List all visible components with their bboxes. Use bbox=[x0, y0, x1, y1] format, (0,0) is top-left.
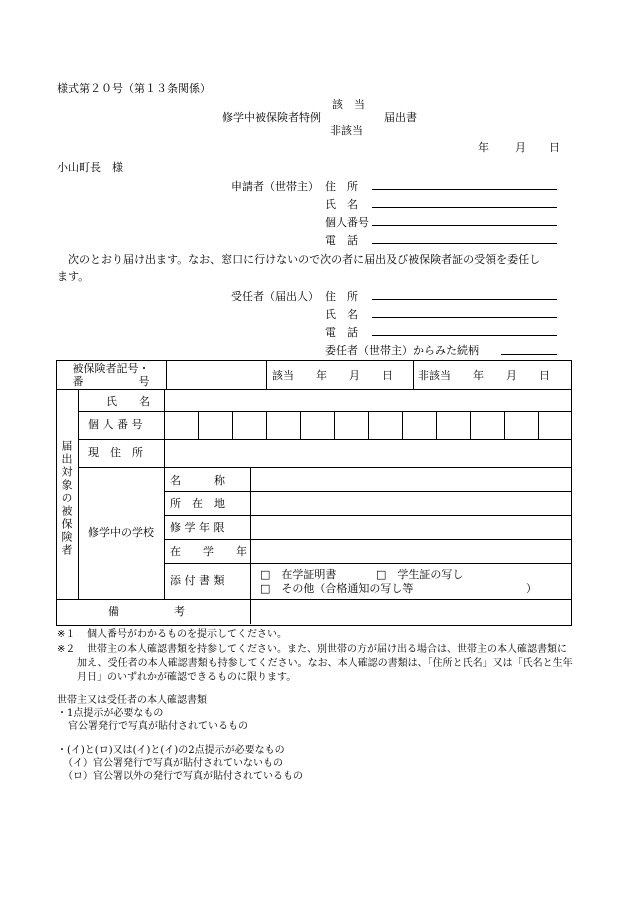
school-label: 修学中の学校 bbox=[88, 526, 154, 539]
note2-mark: ※２ bbox=[57, 644, 76, 655]
attachment-other-close: ） bbox=[526, 582, 537, 595]
id-docs-title: 世帯主又は受任者の本人確認書類 bbox=[57, 695, 207, 706]
insured-number-label-1: 被保険者記号・ bbox=[72, 362, 150, 375]
name-label: 氏 名 bbox=[106, 395, 150, 408]
delegate-relation-label: 委任者（世帯主）からみた続柄 bbox=[325, 344, 479, 357]
date-month: 月 bbox=[515, 141, 526, 154]
form-title: 修学中被保険者特例 bbox=[222, 111, 321, 124]
school-location-label: 所 在 地 bbox=[170, 497, 225, 510]
remarks-label: 備 考 bbox=[108, 605, 185, 618]
school-name-label: 名 称 bbox=[170, 474, 225, 487]
study-years-label: 修 学 年 限 bbox=[170, 521, 225, 534]
current-address-label: 現 住 所 bbox=[88, 446, 143, 459]
applicable-date: 該当 年 月 日 bbox=[272, 369, 393, 382]
id-docs-item2: ・(イ)と(ロ)又は(イ)と(イ)の2点提示が必要なもの bbox=[57, 745, 285, 756]
applicant-personal-number-field[interactable] bbox=[372, 225, 557, 226]
form-title-suffix: 届出書 bbox=[384, 111, 417, 124]
addressee: 小山町長 様 bbox=[57, 161, 123, 174]
applicant-address-label: 住 所 bbox=[325, 180, 358, 193]
delegation-text-line2: ます。 bbox=[57, 270, 90, 283]
applicant-name-label: 氏 名 bbox=[325, 198, 358, 211]
title-option-not-applicable: 非該当 bbox=[330, 124, 363, 137]
delegation-text-line1: 次のとおり届け出ます。なお、窓口に行けないので次の者に届出及び被保険者証の受領を委任し bbox=[57, 253, 541, 266]
delegate-name-label: 氏 名 bbox=[325, 308, 358, 321]
attachment-other-checkbox[interactable]: □ その他（合格通知の写し等 bbox=[260, 582, 414, 595]
applicant-label: 申請者（世帯主） bbox=[231, 180, 319, 193]
title-option-applicable: 該 当 bbox=[332, 98, 365, 111]
note1-mark: ※１ bbox=[57, 629, 76, 640]
id-docs-item2-a: （イ）官公署発行で写真が貼付されていないもの bbox=[63, 758, 283, 769]
id-docs-item1: ・1点提示が必要なもの bbox=[57, 708, 164, 719]
personal-number-label: 個 人 番 号 bbox=[88, 418, 143, 431]
id-docs-item2-b: （ロ）官公署以外の発行で写真が貼付されているもの bbox=[63, 771, 303, 782]
note1: 個人番号がわかるものを提示してください。 bbox=[87, 629, 287, 640]
applicant-address-field[interactable] bbox=[372, 189, 557, 190]
applicant-phone-field[interactable] bbox=[372, 243, 557, 244]
delegate-name-field[interactable] bbox=[372, 317, 557, 318]
attachment-student-id-checkbox[interactable]: □ 学生証の写し bbox=[376, 568, 464, 581]
attachments-label: 添 付 書 類 bbox=[170, 574, 225, 587]
date-day: 日 bbox=[549, 141, 560, 154]
attachment-certificate-checkbox[interactable]: □ 在学証明書 bbox=[260, 568, 337, 581]
delegate-phone-field[interactable] bbox=[372, 335, 557, 336]
applicant-name-field[interactable] bbox=[372, 207, 557, 208]
form-number: 様式第２０号（第１３条関係） bbox=[57, 82, 211, 95]
date-year: 年 bbox=[478, 141, 489, 154]
note2-line2: 加え、受任者の本人確認書類も持参してください。なお、本人確認の書類は、「住所と氏名」又は「氏名と生年 bbox=[77, 658, 573, 669]
id-docs-item1-detail: 官公署発行で写真が貼付されているもの bbox=[68, 721, 248, 732]
not-applicable-date: 非該当 年 月 日 bbox=[418, 369, 550, 382]
enrollment-years-label: 在 学 年 bbox=[170, 545, 247, 558]
note2-line1: 世帯主の本人確認書類を持参してください。また、別世帯の方が届け出る場合は、世帯主の本人確認書類に bbox=[87, 644, 567, 655]
note2-line3: 月日」のいずれかが確認できるものに限ります。 bbox=[77, 672, 297, 683]
delegate-address-field[interactable] bbox=[372, 299, 557, 300]
delegate-label: 受任者（届出人） bbox=[231, 290, 319, 303]
delegate-relation-field[interactable] bbox=[501, 354, 557, 355]
delegate-address-label: 住 所 bbox=[325, 290, 358, 303]
applicant-phone-label: 電 話 bbox=[325, 234, 358, 247]
applicant-personal-number-label: 個人番号 bbox=[325, 216, 369, 229]
insured-number-label-2: 番 号 bbox=[72, 375, 150, 388]
delegate-phone-label: 電 話 bbox=[325, 326, 358, 339]
target-insured-label: 届出対象の被保険者 bbox=[60, 440, 73, 557]
